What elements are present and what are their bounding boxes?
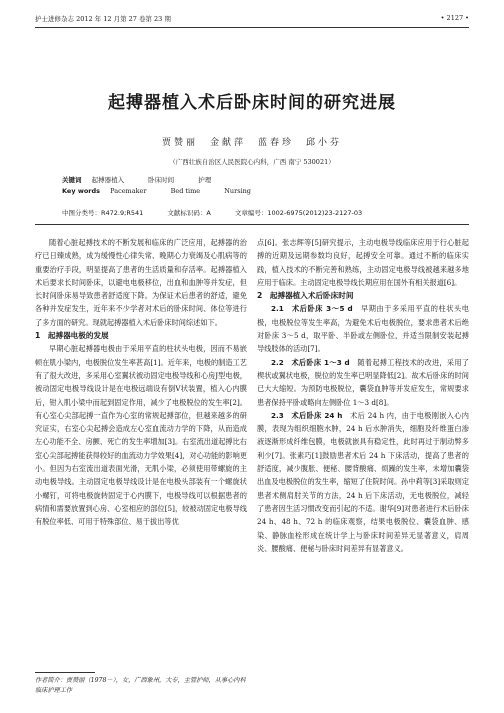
keywords-en-label: Key words [62,187,101,195]
keyword: Nursing [224,187,251,195]
section-2-2-label: 2.2 术后卧床 1～3 d [271,357,350,367]
affiliation: （广西壮族自治区人民医院心内科，广西 南宁 530021） [169,158,335,166]
keywords-cn [62,175,233,184]
clc-number: 中图分类号：R472.9;R541 [62,209,144,217]
keywords-cn-label: 关键词 [62,176,82,184]
section-2-3-label: 2.3 术后卧床 24 h [271,410,343,420]
section-2-3 [257,409,469,555]
article-title: 起搏器植入术后卧床时间的研究进展 [108,93,396,113]
section-2-3-text: 术后 24 h 内，由于电极刚嵌入心内膜，表现为组织细胞水肿，24 h 后水肿消失，细胞及纤维蛋白渗液逐渐形成纤维包膜，电极就嵌具有稳定性，此时再过于制动弊多利少[7]。张素巧[1]鼓励患者术后 24 h 下床活动，提高了患者的舒适度，减少腹胀、便秘、腰背酸痛、烦躁的发生率，未增加囊袋出血及电极脱位的发生率，缩短了住院时间。孙中莉等[3]采取则定患者术侧肩肘关节的方法，24 h 后下床活动，无电极脱位，减轻了患者因生活习惯改变而引起的不适。谢华[9]对患者进行术后卧床 24 h、48 h、72 h 的临床观察，结果电极脱位、囊袋血肿、感染、静脉血栓形成在统计学上与卧床时间差异无显著意义，肩周炎、腰酸痛、便秘与卧床时间差异有显著意义。 [257,410,469,553]
author-list: 贾赞丽 金献萍 蓝春珍 邱小芬 [161,138,342,148]
keyword: 卧床时间 [148,176,175,184]
keywords-en [62,187,273,195]
footnote-rule [35,672,95,673]
document-code: 文献标识码：A [167,209,211,217]
left-column [35,236,247,529]
section-1-heading: 1 起搏器电极的发展 [35,331,109,341]
article-number: 文章编号：1002-6975(2012)23-2127-03 [234,209,363,217]
section-2-1 [257,302,469,355]
section-2-1-text: 早期由于多采用平直的柱状头电极，电极脱位等发生率高，为避免术后电极脱位，要求患者术后绝对卧床 3～5 d，取平卧、半卧或左侧卧位，并适当限制安装起搏导线肢体的活动[7]。 [257,304,469,354]
section-2-1-label: 2.1 术后卧床 3～5 d [271,304,353,314]
header-rule [35,27,469,28]
section-2-2-text: 随着起搏工程技术的改进，采用了楔状或翼状电极，脱位的发生率已明显降低[2]。故术后卧床的时间已大大缩短。为预防电极脱位，囊袋血肿等并发症发生，常规要求患者保持平卧或略向左侧卧位 1～3 d[8]。 [257,357,469,407]
intro-paragraph: 随着心脏起搏技术的不断发展和临床的广泛应用，起搏器的治疗已日臻成熟，成为缓慢性心律失常、晚期心力衰竭及心肌病等的重要治疗手段，明显提高了患者的生活质量和存活率。起搏器植入术后要求长时间卧床，以避电电极移位，出血和血肿等并发症，但长时间卧床易导致患者舒适度下降。为保证术后患者的舒适，避免各种并发症发生，近年来不少学者对术后的卧床时间、体位等进行了多方面的研究。现就起搏器植入术后卧床时间综述如下。 [35,238,247,327]
section-2-2 [257,356,469,409]
keyword: Pacemaker [110,187,147,195]
running-header [35,14,469,26]
right-column [257,236,469,555]
abstract-rule [35,224,469,225]
page-number: • 2127 • [440,14,469,22]
continued-paragraph: 点[6]。张志辉等[5]研究提示，主动电极导线临床应用于行心脏起搏的近期及远期参数均良好，起搏安全可靠。通过不断的临床实践，植入技术的不断完善和熟练，主动固定电极导线被越来越多地应用于临床。主动固定电极导线长期应用在国外有相关报道[6]。 [257,238,469,287]
keyword: Bed time [170,187,201,195]
author-footnote: 作者简介：贾赞丽（1978－），女，广西象州，大专，主管护师，从事心内科临床护理工作 [35,677,246,694]
journal-info: 护士进修杂志 2012 年 12 月第 27 卷第 23 期 [35,15,171,23]
keyword: 护理 [198,176,212,184]
classification-line [62,208,384,217]
keyword: 起搏器植入 [91,176,125,184]
section-2-heading: 2 起搏器植入术后卧床时间 [257,291,354,301]
section-1-paragraph: 早期心脏起搏器电极由于采用平直的柱状头电极，因而不易嵌顿在肌小梁内，电极脱位发生率甚高[1]。近年来，电极的制造工艺有了很大改进，多采用心室翼状被动固定电极导线和心房J型电极，被动固定电极导线设计是在电极远端设有倒V状装置，植入心内膜后，钳入肌小梁中而起到固定作用，减少了电极脱位的发生率[2]。有心室心尖部起搏一直作为心室的常规起搏部位，但越来越多的研究证实，右室心尖起搏会造成左心室血流动力学的下降，从而造成左心功能不全、房颤、死亡的发生率增加[3]。右室流出道起搏比右室心尖部起搏能获得较好的血流动力学效果[4]，对心功能的影响更小。但因为右室流出道表面光滑，无肌小梁，必须使用带螺旋的主动电极导线。主动固定电极导线设计是在电极头部装有一个螺旋状小螺钉，可将电极旋转固定于心内膜下，电极导线可以根据患者的病情和需要放置到心房、心室相应的部位[5]，较被动固定电极导线有脱位率低、可用于特殊部位、易于拔出等优 [35,344,247,527]
